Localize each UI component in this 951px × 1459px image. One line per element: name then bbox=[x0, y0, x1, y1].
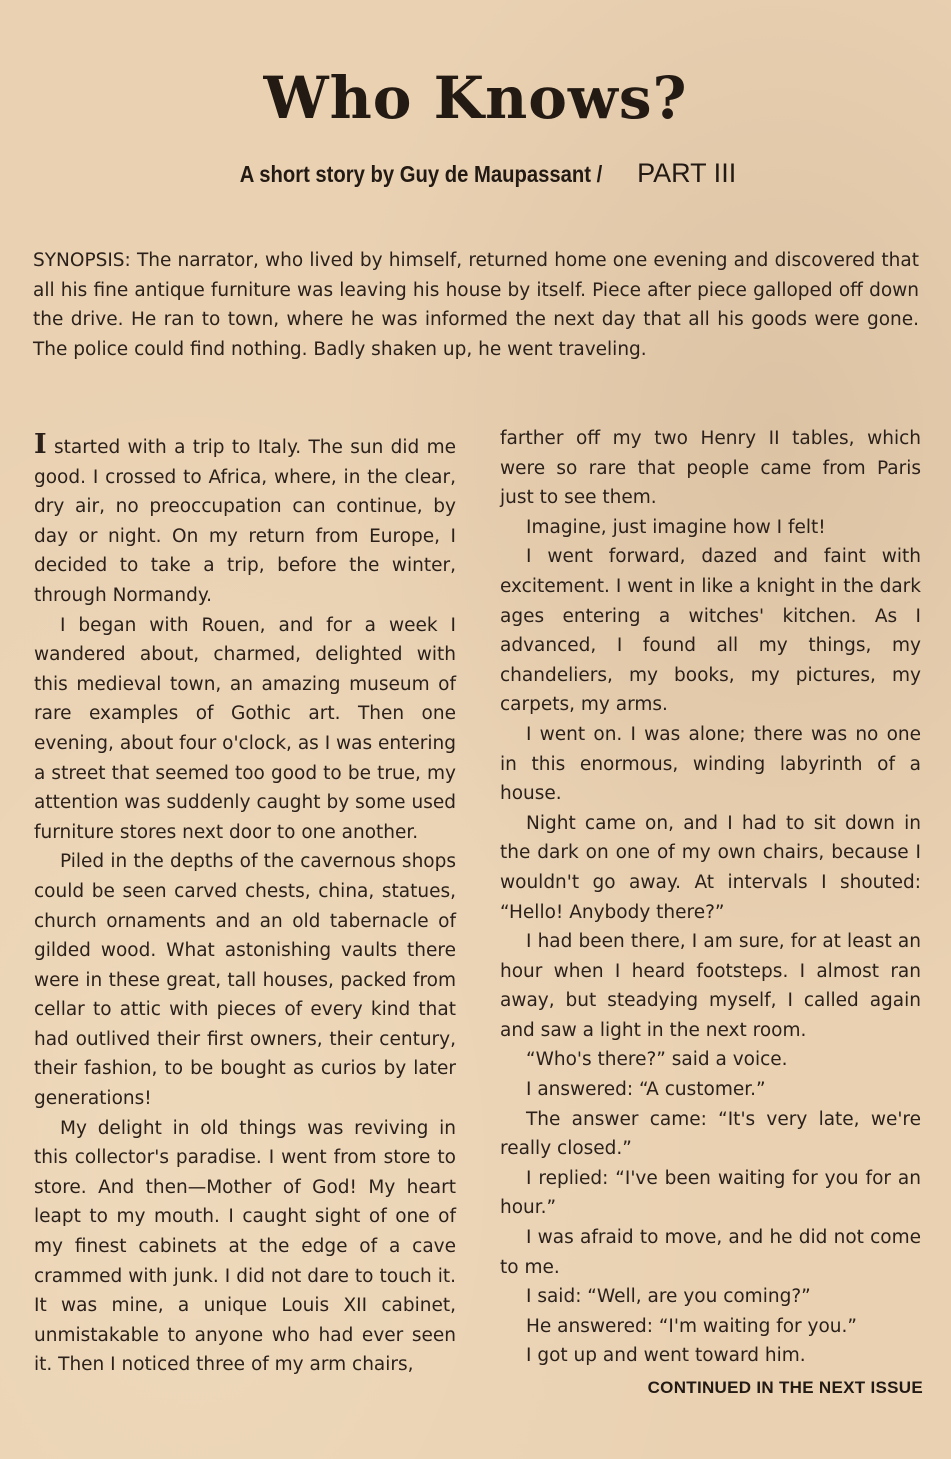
paragraph: “Who's there?” said a voice. bbox=[526, 1049, 788, 1071]
story-column-left bbox=[34, 430, 456, 1380]
paragraph: I was afraid to move, and he did not come to me. bbox=[500, 1227, 921, 1278]
paragraph: farther off my two Henry II tables, which were so rare that people came from Paris just to see them. bbox=[500, 428, 921, 509]
paragraph: I said: “Well, are you coming?” bbox=[526, 1286, 811, 1308]
author-credit: A short story by Guy de Maupassant / bbox=[239, 161, 603, 187]
paragraph: The answer came: “It's very late, we're really closed.” bbox=[500, 1108, 921, 1160]
story-title: Who Knows? bbox=[263, 64, 688, 132]
byline bbox=[0, 158, 951, 189]
continued-notice: CONTINUED IN THE NEXT ISSUE bbox=[647, 1378, 923, 1397]
story-column-right bbox=[500, 424, 921, 1371]
paragraph: I got up and went toward him. bbox=[526, 1345, 806, 1367]
paragraph: Imagine, just imagine how I felt! bbox=[526, 516, 826, 538]
paragraph: I began with Rouen, and for a week I wandered about, charmed, delighted with this medieval town, an amazing museum of rare examples of Gothic art. Then one evening, about four o'clock, as I was entering a street that seemed too good to be true, my attention was suddenly caught by some used furniture stores next door to one another. bbox=[34, 614, 456, 843]
paragraph: Night came on, and I had to sit down in the dark on one of my own chairs, because I wouldn't go away. At intervals I shouted: “Hello! Anybody there?” bbox=[500, 812, 921, 923]
paragraph: I answered: “A customer.” bbox=[526, 1079, 766, 1101]
paragraph: I replied: “I've been waiting for you for an hour.” bbox=[500, 1167, 921, 1219]
part-label: PART III bbox=[637, 158, 737, 188]
synopsis: SYNOPSIS: The narrator, who lived by himself, returned home one evening and discovered that all his fine antique furniture was leaving his house by itself. Piece after piece galloped off down the drive. He ran to town, where he was informed the next day that all his goods were gone. The police could find nothing. Badly shaken up, he went traveling. bbox=[33, 250, 919, 360]
paragraph bbox=[34, 430, 456, 611]
paragraph: I had been there, I am sure, for at least an hour when I heard footsteps. I almost ran away, but steadying myself, I called again and saw a light in the next room. bbox=[500, 931, 921, 1041]
paragraph: My delight in old things was reviving in this collector's paradise. I went from store to store. And then—Mother of God! My heart leapt to my mouth. I caught sight of one of my finest cabinets at the edge of a cave crammed with junk. I did not dare to touch it. It was mine, a unique Louis XII cabinet, unmistakable to anyone who had ever seen it. Then I noticed three of my arm chairs, bbox=[34, 1117, 456, 1376]
paragraph: I went forward, dazed and faint with excitement. I went in like a knight in the dark ages entering a witches' kitchen. As I advanced, I found all my things, my chandeliers, my books, my pictures, my carpets, my arms. bbox=[500, 546, 921, 716]
paragraph: I went on. I was alone; there was no one in this enormous, winding labyrinth of a house. bbox=[500, 723, 921, 805]
drop-cap: I bbox=[34, 429, 47, 460]
paragraph-text: started with a trip to Italy. The sun did me good. I crossed to Africa, where, in the clear, dry air, no preoccupation can continue, by day or night. On my return from Europe, I decided to take a trip, before the winter, through Normandy. bbox=[34, 437, 456, 606]
paragraph: He answered: “I'm waiting for you.” bbox=[526, 1315, 857, 1337]
paragraph: Piled in the depths of the cavernous shops could be seen carved chests, china, statues, church ornaments and an old tabernacle of gilded wood. What astonishing vaults there were in these great, tall houses, packed from cellar to attic with pieces of every kind that had outlived their first owners, their century, their fashion, to be bought as curios by later generations! bbox=[34, 851, 456, 1110]
